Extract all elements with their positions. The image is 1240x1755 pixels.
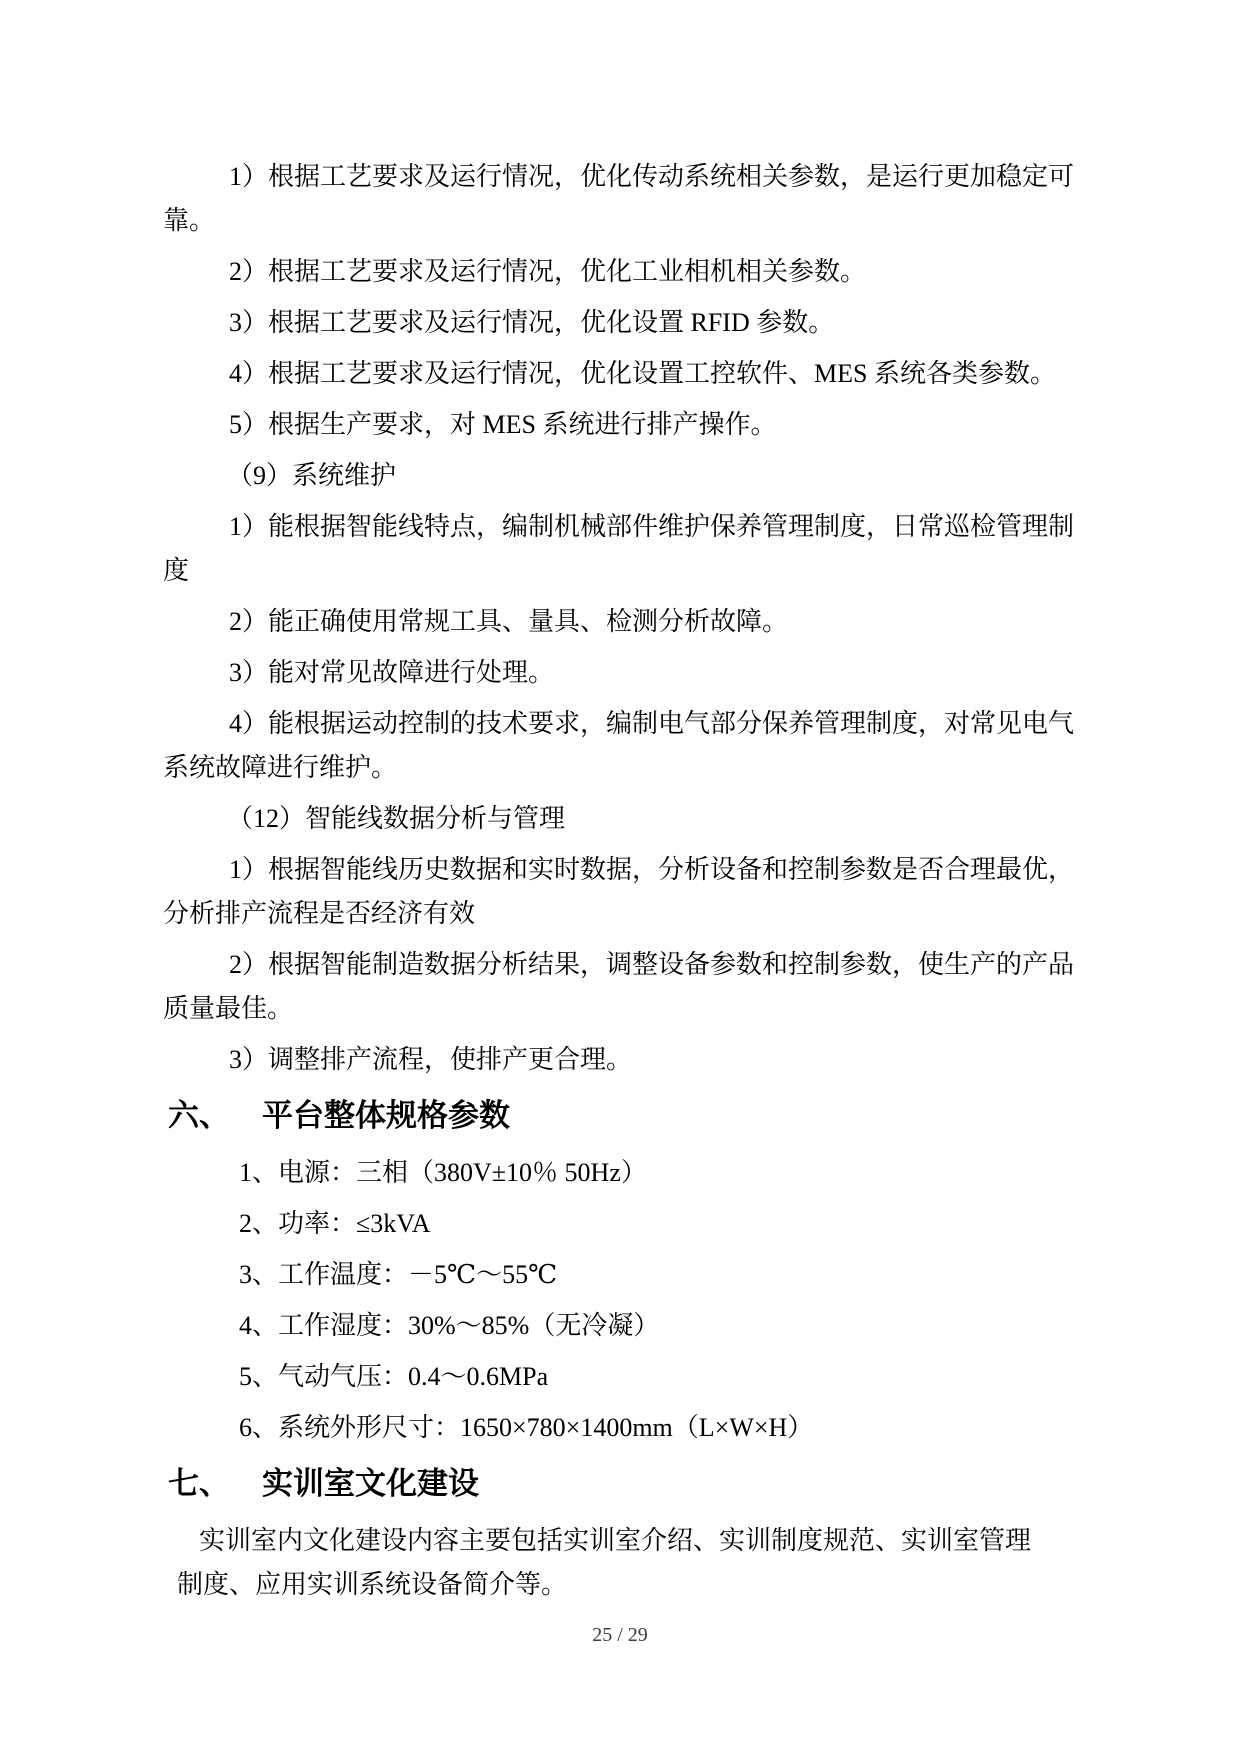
- paragraph-line: 2）根据工艺要求及运行情况，优化工业相机相关参数。: [229, 257, 867, 286]
- paragraph: [163, 1253, 1078, 1297]
- paragraph-line: （12）智能线数据分析与管理: [227, 804, 566, 833]
- paragraph: [163, 155, 1078, 243]
- page-footer: [0, 1622, 1240, 1648]
- paragraph: [163, 1355, 1078, 1399]
- paragraph: [163, 651, 1078, 695]
- paragraph: [163, 1151, 1078, 1195]
- section-heading: [163, 1089, 1078, 1143]
- paragraph-line: 1）能根据智能线特点，编制机械部件维护保养管理制度，日常巡检管理制: [229, 512, 1075, 541]
- paragraph: [177, 1519, 1078, 1607]
- paragraph-line: 制度、应用实训系统设备简介等。: [177, 1570, 568, 1599]
- page-number: 25 / 29: [592, 1624, 648, 1646]
- paragraph: [163, 1406, 1078, 1450]
- paragraph-line: 2、功率：≤3kVA: [239, 1209, 431, 1238]
- paragraph-line: 6、系统外形尺寸：1650×780×1400mm（L×W×H）: [239, 1413, 814, 1442]
- paragraph: [163, 848, 1078, 936]
- paragraph: [163, 1304, 1078, 1348]
- paragraph-line: 4）根据工艺要求及运行情况，优化设置工控软件、MES 系统各类参数。: [229, 359, 1056, 388]
- paragraph: [163, 454, 1078, 498]
- paragraph-line: 1、电源：三相（380V±10％ 50Hz）: [239, 1158, 647, 1187]
- paragraph-line: 度: [163, 556, 190, 585]
- paragraph-line: 5）根据生产要求，对 MES 系统进行排产操作。: [229, 410, 777, 439]
- paragraph-line: 质量最佳。: [163, 994, 294, 1023]
- section-heading: [163, 1457, 1078, 1511]
- paragraph: [163, 797, 1078, 841]
- paragraph-line: 1）根据工艺要求及运行情况，优化传动系统相关参数，是运行更加稳定可: [229, 162, 1075, 191]
- paragraph: [163, 250, 1078, 294]
- paragraph: [163, 943, 1078, 1031]
- paragraph-line: 靠。: [163, 206, 216, 235]
- paragraph: [163, 505, 1078, 593]
- paragraph: [163, 1202, 1078, 1246]
- paragraph: [163, 301, 1078, 345]
- paragraph-line: 5、气动气压：0.4～0.6MPa: [239, 1362, 549, 1391]
- paragraph-line: 2）根据智能制造数据分析结果，调整设备参数和控制参数，使生产的产品: [229, 950, 1075, 979]
- paragraph: [163, 702, 1078, 790]
- paragraph-line: 4、工作湿度：30%～85%（无冷凝）: [239, 1311, 660, 1340]
- heading-text: 实训室文化建设: [262, 1466, 479, 1501]
- paragraph-line: 3）根据工艺要求及运行情况，优化设置 RFID 参数。: [229, 308, 835, 337]
- paragraph: [163, 600, 1078, 644]
- document-content: [163, 155, 1078, 1614]
- heading-text: 平台整体规格参数: [262, 1098, 510, 1133]
- paragraph-line: 3）调整排产流程，使排产更合理。: [229, 1045, 633, 1074]
- paragraph: [163, 352, 1078, 396]
- paragraph-line: 系统故障进行维护。: [163, 753, 398, 782]
- paragraph-line: 3、工作温度：－5℃～55℃: [239, 1260, 558, 1289]
- paragraph-line: 4）能根据运动控制的技术要求，编制电气部分保养管理制度，对常见电气: [229, 709, 1075, 738]
- paragraph-line: 3）能对常见故障进行处理。: [229, 658, 555, 687]
- paragraph-line: 分析排产流程是否经济有效: [163, 899, 476, 928]
- paragraph: [163, 1038, 1078, 1082]
- paragraph: [163, 403, 1078, 447]
- paragraph-line: （9）系统维护: [227, 461, 397, 490]
- paragraph-line: 2）能正确使用常规工具、量具、检测分析故障。: [229, 607, 789, 636]
- heading-number: 七、: [168, 1466, 230, 1501]
- heading-number: 六、: [168, 1098, 230, 1133]
- paragraph-line: 1）根据智能线历史数据和实时数据，分析设备和控制参数是否合理最优，: [229, 855, 1075, 884]
- paragraph-line: 实训室内文化建设内容主要包括实训室介绍、实训制度规范、实训室管理: [199, 1526, 1032, 1555]
